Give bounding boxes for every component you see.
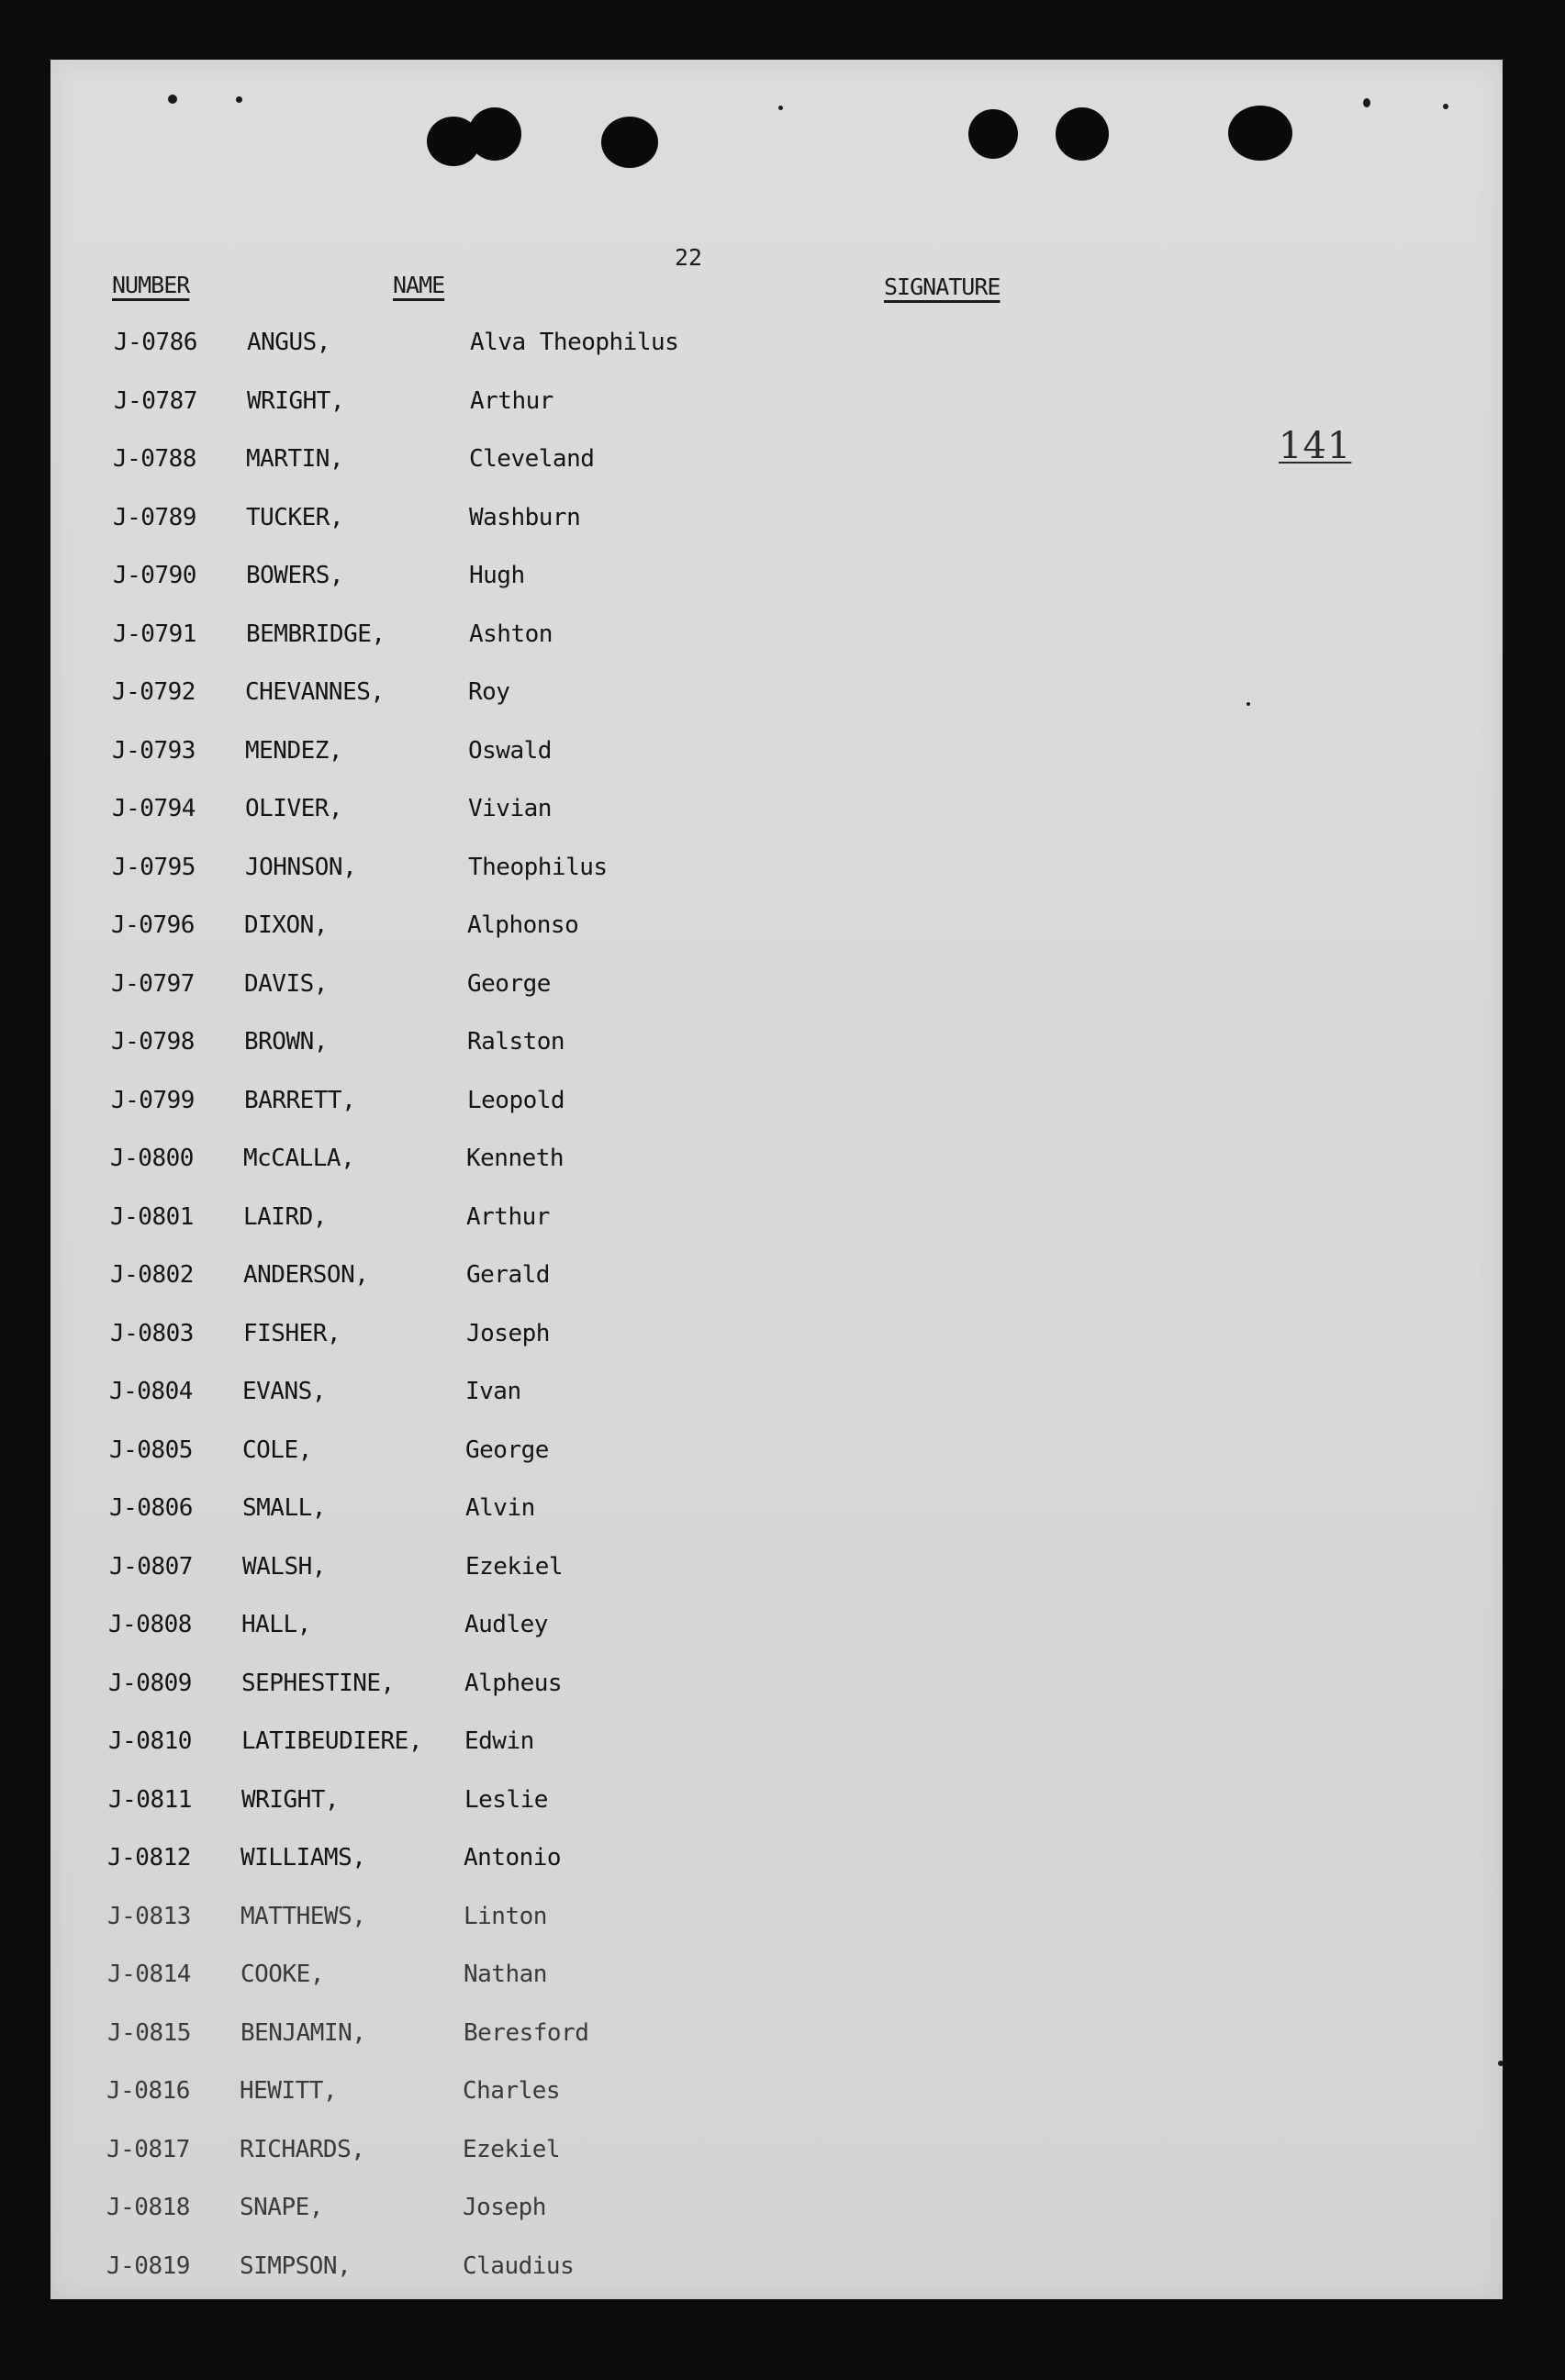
column-header-signature: SIGNATURE xyxy=(884,274,1000,300)
stamp-number: 141 xyxy=(1279,425,1352,467)
entry-number: J-0811 xyxy=(108,1786,192,1814)
entry-surname: TUCKER, xyxy=(246,504,344,531)
entry-surname: COOKE, xyxy=(240,1961,324,1988)
entry-number: J-0790 xyxy=(113,562,196,589)
entry-given-name: Nathan xyxy=(464,1961,547,1988)
entry-surname: OLIVER, xyxy=(245,795,343,822)
entry-surname: CHEVANNES, xyxy=(245,678,385,706)
page-number: 22 xyxy=(675,244,703,271)
entry-surname: HALL, xyxy=(241,1611,311,1638)
entry-given-name: Joseph xyxy=(463,2194,546,2221)
entry-surname: JOHNSON, xyxy=(245,854,357,881)
entry-surname: BOWERS, xyxy=(246,562,344,589)
entry-given-name: Ezekiel xyxy=(465,1553,564,1581)
entry-given-name: Vivian xyxy=(468,795,552,822)
entry-given-name: Linton xyxy=(464,1903,547,1930)
column-header-number: NUMBER xyxy=(112,272,190,298)
entry-given-name: Arthur xyxy=(466,1203,550,1231)
entry-surname: BROWN, xyxy=(244,1028,328,1056)
entry-surname: SMALL, xyxy=(242,1494,326,1522)
entry-number: J-0791 xyxy=(113,620,196,648)
entry-surname: BARRETT, xyxy=(244,1087,356,1114)
entry-given-name: Joseph xyxy=(466,1320,550,1347)
entry-number: J-0818 xyxy=(106,2194,190,2221)
entry-given-name: Beresford xyxy=(464,2019,589,2047)
entry-given-name: Roy xyxy=(468,678,510,706)
entry-number: J-0809 xyxy=(108,1670,192,1697)
entry-surname: LATIBEUDIERE, xyxy=(241,1727,422,1755)
entry-given-name: Ezekiel xyxy=(463,2136,561,2163)
entry-number: J-0815 xyxy=(107,2019,191,2047)
entry-given-name: Kenneth xyxy=(466,1145,565,1172)
entry-number: J-0796 xyxy=(111,911,195,939)
entry-given-name: Alvin xyxy=(465,1494,535,1522)
entry-number: J-0794 xyxy=(112,795,196,822)
entry-number: J-0806 xyxy=(109,1494,193,1522)
entry-number: J-0800 xyxy=(110,1145,194,1172)
entry-number: J-0801 xyxy=(110,1203,194,1231)
entry-surname: WILLIAMS, xyxy=(240,1844,366,1872)
entry-given-name: Audley xyxy=(464,1611,548,1638)
entry-surname: RICHARDS, xyxy=(240,2136,365,2163)
entry-given-name: Antonio xyxy=(464,1844,562,1872)
entry-surname: WRIGHT, xyxy=(241,1786,340,1814)
entry-number: J-0798 xyxy=(111,1028,195,1056)
entry-number: J-0814 xyxy=(107,1961,191,1988)
entry-number: J-0807 xyxy=(109,1553,193,1581)
entry-given-name: Cleveland xyxy=(469,445,595,473)
entry-number: J-0793 xyxy=(112,737,196,765)
entry-number: J-0787 xyxy=(114,387,197,415)
entry-surname: LAIRD, xyxy=(243,1203,327,1231)
entry-surname: MATTHEWS, xyxy=(240,1903,366,1930)
entry-surname: WRIGHT, xyxy=(247,387,345,415)
entry-surname: ANGUS, xyxy=(247,329,330,356)
entry-surname: COLE, xyxy=(242,1436,312,1464)
entry-surname: SNAPE, xyxy=(240,2194,323,2221)
entry-surname: BEMBRIDGE, xyxy=(246,620,386,648)
entry-given-name: Charles xyxy=(463,2077,561,2105)
entry-surname: EVANS, xyxy=(242,1378,326,1405)
entry-number: J-0802 xyxy=(110,1261,194,1289)
entry-given-name: Leopold xyxy=(467,1087,565,1114)
entry-given-name: Edwin xyxy=(464,1727,534,1755)
entry-number: J-0805 xyxy=(109,1436,193,1464)
entry-given-name: Claudius xyxy=(463,2252,575,2280)
entry-given-name: Leslie xyxy=(464,1786,548,1814)
entry-given-name: Alpheus xyxy=(464,1670,563,1697)
entry-given-name: Ashton xyxy=(469,620,553,648)
entry-given-name: Ralston xyxy=(467,1028,565,1056)
entry-number: J-0808 xyxy=(108,1611,192,1638)
entry-surname: HEWITT, xyxy=(240,2077,338,2105)
entry-number: J-0789 xyxy=(113,504,196,531)
entry-number: J-0819 xyxy=(106,2252,190,2280)
entry-surname: DAVIS, xyxy=(244,970,328,998)
entry-surname: MARTIN, xyxy=(246,445,344,473)
entry-given-name: George xyxy=(467,970,551,998)
entry-given-name: Theophilus xyxy=(468,854,608,881)
entry-number: J-0810 xyxy=(108,1727,192,1755)
entry-surname: SEPHESTINE, xyxy=(241,1670,395,1697)
entry-number: J-0803 xyxy=(110,1320,194,1347)
entry-surname: ANDERSON, xyxy=(243,1261,369,1289)
entry-number: J-0788 xyxy=(113,445,196,473)
entry-number: J-0813 xyxy=(107,1903,191,1930)
entry-number: J-0817 xyxy=(106,2136,190,2163)
entry-number: J-0786 xyxy=(114,329,197,356)
entry-given-name: Alva Theophilus xyxy=(470,329,679,356)
entry-given-name: Hugh xyxy=(469,562,525,589)
entry-number: J-0816 xyxy=(106,2077,190,2105)
column-header-name: NAME xyxy=(393,272,445,298)
entry-surname: SIMPSON, xyxy=(240,2252,352,2280)
entry-number: J-0797 xyxy=(111,970,195,998)
entry-given-name: Washburn xyxy=(469,504,581,531)
entry-surname: MENDEZ, xyxy=(245,737,343,765)
entry-surname: FISHER, xyxy=(243,1320,341,1347)
entry-number: J-0795 xyxy=(112,854,196,881)
entry-given-name: Gerald xyxy=(466,1261,550,1289)
entry-number: J-0804 xyxy=(109,1378,193,1405)
entry-given-name: Ivan xyxy=(465,1378,521,1405)
entry-number: J-0812 xyxy=(107,1844,191,1872)
entry-surname: McCALLA, xyxy=(243,1145,355,1172)
entry-surname: WALSH, xyxy=(242,1553,326,1581)
entry-given-name: Oswald xyxy=(468,737,552,765)
entry-surname: BENJAMIN, xyxy=(240,2019,366,2047)
entry-number: J-0792 xyxy=(112,678,196,706)
entry-given-name: George xyxy=(465,1436,549,1464)
entry-number: J-0799 xyxy=(111,1087,195,1114)
entry-given-name: Arthur xyxy=(470,387,553,415)
entry-surname: DIXON, xyxy=(244,911,328,939)
entry-given-name: Alphonso xyxy=(467,911,579,939)
